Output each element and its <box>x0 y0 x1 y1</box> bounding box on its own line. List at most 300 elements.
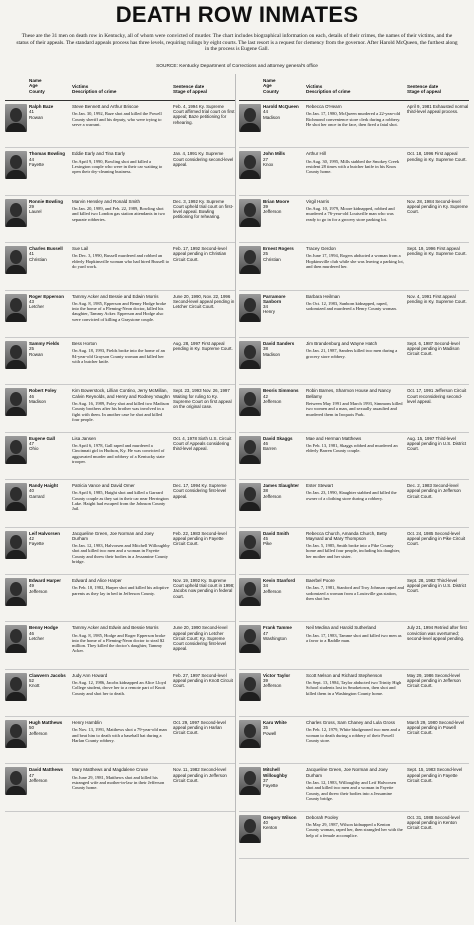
inmate-meta <box>29 388 69 404</box>
victims-block <box>72 388 170 422</box>
inmate-age: 39 <box>263 677 269 683</box>
inmate-meta <box>29 341 69 357</box>
inmate-meta <box>263 767 303 788</box>
inmate-meta <box>263 341 303 357</box>
inmate-entry <box>5 148 235 195</box>
sentence-status: Oct. 29, 1997 Second-level appeal pending in Harlan Circuit Court. <box>173 720 226 736</box>
crime-description: On Aug. 8, 1985, Epperson and Benny Hodge broke into the home of a Fleming-Neon doctor, killed his daughter, Tammy Acker. Epperson and Hodge also were convicted of killing a Graystone couple. <box>72 300 167 322</box>
inmate-name: Gregory Wilson <box>263 814 297 820</box>
sentence-status: July 21, 1994 Retried after first conviction was overturned; second-level appeal pending. <box>407 625 467 641</box>
mugshot-head <box>10 203 22 217</box>
inmate-meta <box>29 625 69 641</box>
inmate-entry <box>5 622 235 669</box>
sentence-status: March 29, 1980 Second-level appeal pending in Powell Circuit Court. <box>407 720 465 736</box>
mugshot-shoulders <box>6 786 26 795</box>
mugshot-photo <box>239 151 261 179</box>
mugshot-head <box>10 771 22 785</box>
inmate-entry <box>5 575 235 622</box>
victims-block <box>306 578 404 601</box>
victim-names: Marvin Hensley and Ronald Smith <box>72 198 141 204</box>
sentence-status: Feb. 27, 1997 Second-level appeal pending in Knott Circuit Court. <box>173 672 233 689</box>
victim-names: Neil Medina and Harold Sutherland <box>306 625 377 631</box>
mugshot-shoulders <box>240 265 260 274</box>
inmate-meta <box>263 815 303 831</box>
inmate-age: 34 <box>263 583 269 589</box>
inmate-name: David Skaggs <box>263 435 293 441</box>
mugshot-shoulders <box>6 313 26 322</box>
inmate-name: John Mills <box>263 151 286 157</box>
mugshot-photo <box>5 483 27 511</box>
inmate-county: Letcher <box>29 304 45 310</box>
crime-description: On Jan. 12, 1983, Halvorsen and Mitchell Willoughby shot and killed two men and a woman in Fayette County and threw their bodies in a Jessamine County bridge. <box>72 543 170 564</box>
inmate-entry <box>239 670 469 717</box>
inmate-county: Fayette <box>29 541 45 547</box>
victim-names: Patricia Vance and David Omer <box>72 483 135 489</box>
inmate-county: Garrard <box>29 493 45 499</box>
inmate-county: Henry <box>263 309 276 315</box>
inmate-name: David Matthews <box>29 767 64 773</box>
inmate-name: Benny Hodge <box>29 625 59 631</box>
column-header <box>5 70 235 101</box>
victim-names: Mary Matthews and Magdalene Cruse <box>72 767 149 773</box>
mugshot-photo <box>5 673 27 701</box>
mugshot-shoulders <box>6 455 26 464</box>
inmate-meta <box>29 578 69 594</box>
inmate-entry <box>5 196 235 243</box>
mugshot-shoulders <box>240 739 260 748</box>
mugshot-shoulders <box>6 170 26 179</box>
sentence-status: April 9, 1981 Exhausted normal third-level appeal process. <box>407 104 469 115</box>
sentence-status: Sept. 15, 1983 Second-level appeal pending in Fayette Circuit Court. <box>407 767 463 783</box>
mugshot-head <box>244 345 256 359</box>
sentence-status: Oct. 31, 1988 Second-level appeal pending in Kenton Circuit Court. <box>407 814 460 831</box>
mugshot-shoulders <box>6 597 26 606</box>
victims-block <box>306 483 404 501</box>
inmate-age: 42 <box>29 535 35 541</box>
inmate-entry <box>239 338 469 385</box>
inmate-meta <box>29 483 69 499</box>
sentence-status: Dec. 3, 1992 Ky. Supreme Court upheld trial court on first-level appeal. Bowling petitioning for rehearing. <box>173 198 234 220</box>
victim-names: Barbara Heilman <box>306 293 340 299</box>
mugshot-head <box>244 771 256 785</box>
crime-description: On Dec. 3, 1990, Bussell murdered and robbed an elderly Hopkinsville woman who had hired Bussell to do yard work. <box>72 253 170 270</box>
inmate-age: 34 <box>263 304 269 310</box>
mugshot-shoulders <box>6 407 26 416</box>
mugshot-shoulders <box>240 644 260 653</box>
mugshot-shoulders <box>6 360 26 369</box>
inmate-meta <box>29 767 69 783</box>
inmate-name: Edward Harper <box>29 577 62 583</box>
inmate-age: 42 <box>263 393 269 399</box>
inmate-meta <box>263 673 303 689</box>
victim-names: Edward and Alice Harper <box>72 577 122 583</box>
mugshot-photo <box>239 436 261 464</box>
inmate-entry <box>239 385 469 432</box>
inmate-county: Madison <box>263 351 281 357</box>
sentence-status: Sept. 19, 1996 First appeal pending in Ky. Supreme Court. <box>407 246 467 257</box>
mugshot-photo <box>239 673 261 701</box>
sentence-status: Dec. 2, 1983 Second-level appeal pending in Jefferson Circuit Court. <box>407 483 461 499</box>
inmate-name: Clawvern Jacobs <box>29 672 66 678</box>
inmate-age: 38 <box>263 488 269 494</box>
inmate-meta <box>263 578 303 594</box>
mugshot-photo <box>239 199 261 227</box>
inmate-meta <box>263 151 303 167</box>
inmate-name: Roger Epperson <box>29 293 65 299</box>
inmate-name: Mitchell Willoughby <box>263 767 288 778</box>
inmate-county: Knott <box>29 683 40 689</box>
inmate-name: Victor Taylor <box>263 672 291 678</box>
inmate-county: Jefferson <box>29 730 48 736</box>
inmate-name: Kevin Stanford <box>263 577 296 583</box>
crime-description: On Sept. 13, 1984, Taylor abducted two Trinity High School students lost in Smoketown, then shot and killed them in a Washington County home. <box>306 679 402 696</box>
crime-description: On Aug. 16, 1989, Foley shot and killed two Madison County brothers after his brother was involved in a fight with them. In another case he shot and killed four people. <box>72 400 169 422</box>
victim-names: Tammy Acker and Edwin and Bessie Morris <box>72 625 159 631</box>
crime-description: On Jan. 17, 1983, Tamme shot and killed two men as a favor to a Raddle man. <box>306 632 402 643</box>
inmate-name: Charles Bussell <box>29 246 63 252</box>
victims-block <box>72 720 170 743</box>
mugshot-shoulders <box>240 123 260 132</box>
inmate-age: 29 <box>29 204 35 210</box>
inmate-county: Letcher <box>29 635 45 641</box>
victims-block <box>72 578 170 596</box>
inmate-name: Robert Foley <box>29 388 57 394</box>
inmate-meta <box>263 294 303 315</box>
mugshot-head <box>10 155 22 169</box>
crime-description: On Jan. 20, 1989, and Feb. 22, 1989, Bowling shot and killed two London gas station attendants in two separate robberies. <box>72 206 165 222</box>
inmate-meta <box>263 436 303 452</box>
victims-block <box>306 151 404 174</box>
mugshot-head <box>244 582 256 596</box>
inmate-age: 46 <box>29 393 35 399</box>
sentence-status: Aug. 15, 1997 Third-level appeal pending in U.S. District Court. <box>407 435 467 452</box>
inmate-age: 41 <box>29 109 35 115</box>
inmate-county: Jefferson <box>263 588 282 594</box>
mugshot-head <box>244 155 256 169</box>
victims-block <box>306 294 404 312</box>
inmate-meta <box>263 625 303 641</box>
mugshot-photo <box>239 246 261 274</box>
victim-names: Rebecca Church, Amanda Church, Betty Maynard and Mary Thompson <box>306 530 388 541</box>
victim-names: Jacqueline Green, Joe Norman and Joey Durham <box>72 530 154 541</box>
victims-block <box>72 531 170 565</box>
victims-block <box>72 436 170 464</box>
inmate-age: 45 <box>263 535 269 541</box>
inmate-age: 52 <box>29 677 35 683</box>
mugshot-shoulders <box>240 834 260 843</box>
inmate-meta <box>29 436 69 452</box>
mugshot-head <box>244 250 256 264</box>
crime-description: On Feb. 13, 1981, Skaggs robbed and murdered an elderly Barren County couple. <box>306 443 398 454</box>
inmate-entry <box>5 433 235 480</box>
header-sentence: Sentence date Stage of appeal <box>407 84 441 95</box>
victims-block <box>306 720 404 743</box>
crime-description: On April 6, 1978, Gall raped and murdered a Cincinnati girl in Hudson, Ky. He was convicted of aggravated murder and robbery of a Kentucky state trooper. <box>72 443 165 464</box>
mugshot-head <box>10 582 22 596</box>
mugshot-head <box>244 677 256 691</box>
sentence-status: Feb. 4, 1994 Ky. Supreme Court affirmed trial court on first appeal; Baze petitioning for rehearing. <box>173 104 235 125</box>
sentence-status: Sept. 6, 1987 Second-level appeal pending in Madison Circuit Court. <box>407 340 460 357</box>
crime-description: On May 29, 1987, Wilson kidnapped a Kenton County woman, raped her, then strangled her with the help of a female accomplice. <box>306 822 403 838</box>
crime-description: On Aug. 10, 1979, Moore kidnapped, robbed and murdered a 76-year-old Louisville man who was ready to go in for a grocery store parking lot. <box>306 206 395 222</box>
inmate-county: Barren <box>263 446 277 452</box>
victim-names: Steve Bennett and Arthur Briscoe <box>72 104 139 109</box>
crime-description: On June 29, 1981, Matthews shot and killed his estranged wife and mother-in-law in their Jefferson County home. <box>72 774 165 791</box>
victim-names: Jim Brandenburg and Wayne Hatch <box>306 340 378 346</box>
mugshot-shoulders <box>6 502 26 511</box>
mugshot-photo <box>5 578 27 606</box>
victims-block <box>72 767 170 790</box>
inmate-name: Thomas Bowling <box>29 151 65 157</box>
sentence-status: Feb. 22, 1983 Second-level appeal pending in Fayette Circuit Court. <box>173 530 227 546</box>
inmate-name: Ronnie Bowling <box>29 198 63 204</box>
inmate-name: Karu White <box>263 720 287 726</box>
mugshot-shoulders <box>6 692 26 701</box>
header-sentence: Sentence date Stage of appeal <box>173 84 207 95</box>
inmate-entry <box>5 338 235 385</box>
inmate-name: Parramore Sanborn <box>263 293 286 304</box>
mugshot-shoulders <box>240 170 260 179</box>
crime-description: On Feb. 18, 1982, Harper shot and killed his adoptive parents as they lay in bed in Jefferson County. <box>72 585 169 596</box>
sentence-status: Feb. 17, 1992 Second-level appeal pending in Christian Circuit Court. <box>173 246 227 262</box>
inmate-entry <box>239 480 469 527</box>
inmate-meta <box>29 673 69 689</box>
inmate-age: 44 <box>29 156 35 162</box>
inmate-county: Powell <box>263 730 277 736</box>
inmate-county: Laurel <box>29 209 42 215</box>
inmate-county: Rowan <box>29 114 44 120</box>
mugshot-shoulders <box>240 360 260 369</box>
inmate-age: 27 <box>263 156 269 162</box>
inmate-age: 38 <box>263 346 269 352</box>
inmate-age: 40 <box>29 488 35 494</box>
victims-block <box>306 199 404 222</box>
sentence-status: Nov. 28, 1984 Second-level appeal pending in Ky. Supreme Court. <box>407 198 468 215</box>
victims-block <box>72 294 170 322</box>
victims-block <box>72 673 170 696</box>
sentence-status: Oct. 4, 1978 Sixth U.S. Circuit Court of Appeals considering third-level appeal. <box>173 435 232 452</box>
victim-names: Jacqueline Green, Joe Norman and Joey Durham <box>306 767 388 778</box>
mugshot-photo <box>5 246 27 274</box>
sentence-status: Sept. 28, 1982 Third-level appeal pending in U.S. District Court. <box>407 577 467 594</box>
victim-names: Baerbel Poore <box>306 577 335 583</box>
crime-description: On April 9, 1990, Bowling shot and killed a Lexington couple who were in their car waiting to open their dry-cleaning business. <box>72 158 163 175</box>
sentence-status: Sept. 23, 1993 Nov. 26, 1997 Waiting for ruling to Ky. Supreme Court on first appeal on the original case. <box>173 388 232 409</box>
mugshot-head <box>10 345 22 359</box>
mugshot-head <box>10 298 22 312</box>
inmate-entry <box>5 717 235 764</box>
mugshot-photo <box>5 199 27 227</box>
column-header <box>239 70 469 101</box>
mugshot-photo <box>5 151 27 179</box>
inmate-entry <box>5 528 235 575</box>
mugshot-head <box>10 677 22 691</box>
inmate-age: 47 <box>263 630 269 636</box>
inmate-meta <box>263 483 303 499</box>
sentence-status: Nov. 11, 1982 Second-level appeal pending in Jefferson Circuit Court. <box>173 767 227 783</box>
inmate-name: David Sanders <box>263 340 295 346</box>
inmate-county: Rowan <box>29 351 44 357</box>
inmate-entry <box>239 196 469 243</box>
inmate-entry <box>239 717 469 764</box>
inmate-name: Ralph Baze <box>29 104 54 109</box>
inmate-county: Jefferson <box>29 588 48 594</box>
victim-names: Rebecca O'Hearn <box>306 104 342 109</box>
inmate-name: Frank Tamme <box>263 625 292 631</box>
inmate-age: 47 <box>29 772 35 778</box>
mugshot-shoulders <box>6 644 26 653</box>
crime-description: On Jan. 17, 1980, McQueen murdered a 22-year-old Richmond convenience store clerk during a robbery. He shot her once in the face, then fired a fatal shot. <box>306 111 401 127</box>
inmate-meta <box>29 246 69 262</box>
inmate-county: Pike <box>263 541 272 547</box>
mugshot-head <box>244 819 256 833</box>
mugshot-head <box>244 108 256 122</box>
mugshot-photo <box>5 436 27 464</box>
sentence-status: Oct. 24, 1985 Second-level appeal pending in Pike Circuit Court. <box>407 530 466 546</box>
inmate-age: 40 <box>263 820 269 826</box>
inmate-entry <box>239 101 469 148</box>
inmate-county: Jefferson <box>263 398 282 404</box>
victim-names: Arthur Hill <box>306 151 326 157</box>
mugshot-photo <box>239 104 261 132</box>
mugshot-head <box>244 392 256 406</box>
mugshot-shoulders <box>240 692 260 701</box>
mugshot-shoulders <box>240 407 260 416</box>
column-divider <box>235 74 236 922</box>
inmate-age: 47 <box>29 441 35 447</box>
inmate-age: 41 <box>29 251 35 257</box>
inmate-age: 46 <box>29 630 35 636</box>
inmate-entry <box>5 764 235 811</box>
inmate-entry <box>5 385 235 432</box>
inmate-county: Kenton <box>263 825 278 831</box>
victims-block <box>306 246 404 269</box>
mugshot-photo <box>239 815 261 843</box>
crime-description: On Jan. 5, 1985, Smith broke into a Pike County home and killed four people, including his daughter, her mother and her sister. <box>306 543 401 559</box>
mugshot-head <box>244 535 256 549</box>
mugshot-photo <box>5 388 27 416</box>
inmate-meta <box>263 388 303 404</box>
inmate-age: 39 <box>263 204 269 210</box>
mugshot-photo <box>239 531 261 559</box>
mugshot-photo <box>5 294 27 322</box>
inmate-entry <box>239 528 469 575</box>
victim-names: Judy Ann Howard <box>72 672 108 678</box>
inmate-list-left <box>5 101 235 812</box>
mugshot-head <box>10 629 22 643</box>
victim-names: Henry Hamblin <box>72 720 102 726</box>
mugshot-head <box>244 724 256 738</box>
victim-names: Deborah Pooley <box>306 814 339 820</box>
sentence-status: Dec. 17, 1994 Ky. Supreme Court considering first-level appeal. <box>173 483 227 499</box>
victims-block <box>72 483 170 511</box>
victims-block <box>306 815 404 838</box>
mugshot-shoulders <box>6 218 26 227</box>
mugshot-head <box>244 629 256 643</box>
mugshot-head <box>10 440 22 454</box>
crime-description: On Aug. 12, 1986, Jacobs kidnapped an Alice Lloyd College student, drove her to a remote part of Knott County and shot her to death. <box>72 679 167 696</box>
victims-block <box>306 436 404 454</box>
inmate-age: 50 <box>29 725 35 731</box>
mugshot-head <box>244 298 256 312</box>
victims-block <box>306 531 404 559</box>
inmate-county: Fayette <box>263 783 279 789</box>
inmate-name: Hugh Matthews <box>29 720 63 726</box>
inmate-county: Jefferson <box>29 778 48 784</box>
inmate-county: Washington <box>263 635 287 641</box>
mugshot-shoulders <box>240 786 260 795</box>
inmate-age: 25 <box>263 251 269 257</box>
victim-names: Bess Horton <box>72 340 97 346</box>
mugshot-shoulders <box>240 550 260 559</box>
sentence-status: Oct. 17, 1991 Jefferson Circuit Court reconsidering second-level appeal. <box>407 388 467 404</box>
inmate-county: Christian <box>263 256 281 262</box>
inmate-name: Beoris Simmons <box>263 388 299 394</box>
crime-description: On Feb. 12, 1979, White bludgeoned two men and a woman to death during a robbery of their Powell County store. <box>306 727 401 743</box>
victims-block <box>72 151 170 174</box>
victim-names: Virgil Harris <box>306 198 330 204</box>
mugshot-shoulders <box>6 739 26 748</box>
victims-block <box>306 104 404 127</box>
victim-names: Scott Nelson and Richard Stephenson <box>306 672 383 678</box>
victim-names: Eddie Early and Tina Early <box>72 151 126 157</box>
mugshot-photo <box>5 104 27 132</box>
mugshot-photo <box>239 294 261 322</box>
victim-names: Sue Lail <box>72 246 89 252</box>
mugshot-head <box>10 108 22 122</box>
mugshot-photo <box>239 578 261 606</box>
inmate-meta <box>29 104 69 120</box>
sentence-status: June 20, 1990 Second-level appeal pending in Letcher Circuit Court; Ky. Supreme Court considering first-level appeal. <box>173 625 228 652</box>
victims-block <box>306 673 404 696</box>
mugshot-photo <box>5 625 27 653</box>
victim-names: Lisa Jansen <box>72 435 97 441</box>
inmate-entry <box>5 670 235 717</box>
crime-description: On Jan. 21, 1987, Sanders killed two men during a grocery store robbery. <box>306 348 398 359</box>
victim-names: Charles Gross, Sam Chaney and Lula Gross <box>306 720 396 726</box>
intro-paragraph: These are the 31 men on death row in Kentucky, all of whom were convicted of murder. The chart includes biographical information on each, details of their crimes, the names of their victims, and the status of their appeals. The standard appeals process has three levels, requiring rulings by eight courts. The last resort is a request for clemency from the governor. After Harold McQueen, the furthest along in the process is Eugene Gall. <box>16 33 458 52</box>
sentence-status: Nov. 19, 1992 Ky. Supreme Court upheld trial court in 1998; Jacobs now pending in federal court. <box>173 577 235 599</box>
victims-block <box>72 104 170 127</box>
mugshot-shoulders <box>240 313 260 322</box>
crime-description: On Nov. 13, 1991, Matthews shot a 79-year-old man and beat him to death with a baseball bat during a Harlan County robbery. <box>72 727 167 743</box>
victims-block <box>306 767 404 801</box>
inmate-meta <box>29 151 69 167</box>
inmate-county: Jefferson <box>263 493 282 499</box>
header-victims: Victims Description of crime <box>72 84 117 95</box>
victim-names: Tammy Acker and Bessie and Edwin Morris <box>72 293 159 299</box>
victims-block <box>72 199 170 222</box>
mugshot-photo <box>239 720 261 748</box>
inmate-age: 37 <box>263 778 269 784</box>
inmate-name: Brian Moore <box>263 198 290 204</box>
inmate-age: 44 <box>263 109 269 115</box>
inmate-meta <box>263 104 303 120</box>
mugshot-photo <box>5 531 27 559</box>
inmate-entry <box>239 433 469 480</box>
left-column <box>5 70 235 922</box>
mugshot-photo <box>239 767 261 795</box>
inmate-county: Jefferson <box>263 209 282 215</box>
crime-description: On Aug. 8, 1985, Hodge and Roger Epperson broke into the home of a Fleming-Neon doctor to steal $2 million. They killed the doctor's daughter, Tammy Acker. <box>72 632 166 654</box>
inmate-age: 35 <box>263 725 269 731</box>
victim-names: Mae and Herman Matthews <box>306 435 362 441</box>
sentence-status: Jan. 4, 1991 Ky. Supreme Court considering second-level appeal. <box>173 151 234 167</box>
inmate-meta <box>29 294 69 310</box>
inmate-entry <box>5 243 235 290</box>
mugshot-shoulders <box>6 123 26 132</box>
mugshot-photo <box>5 767 27 795</box>
